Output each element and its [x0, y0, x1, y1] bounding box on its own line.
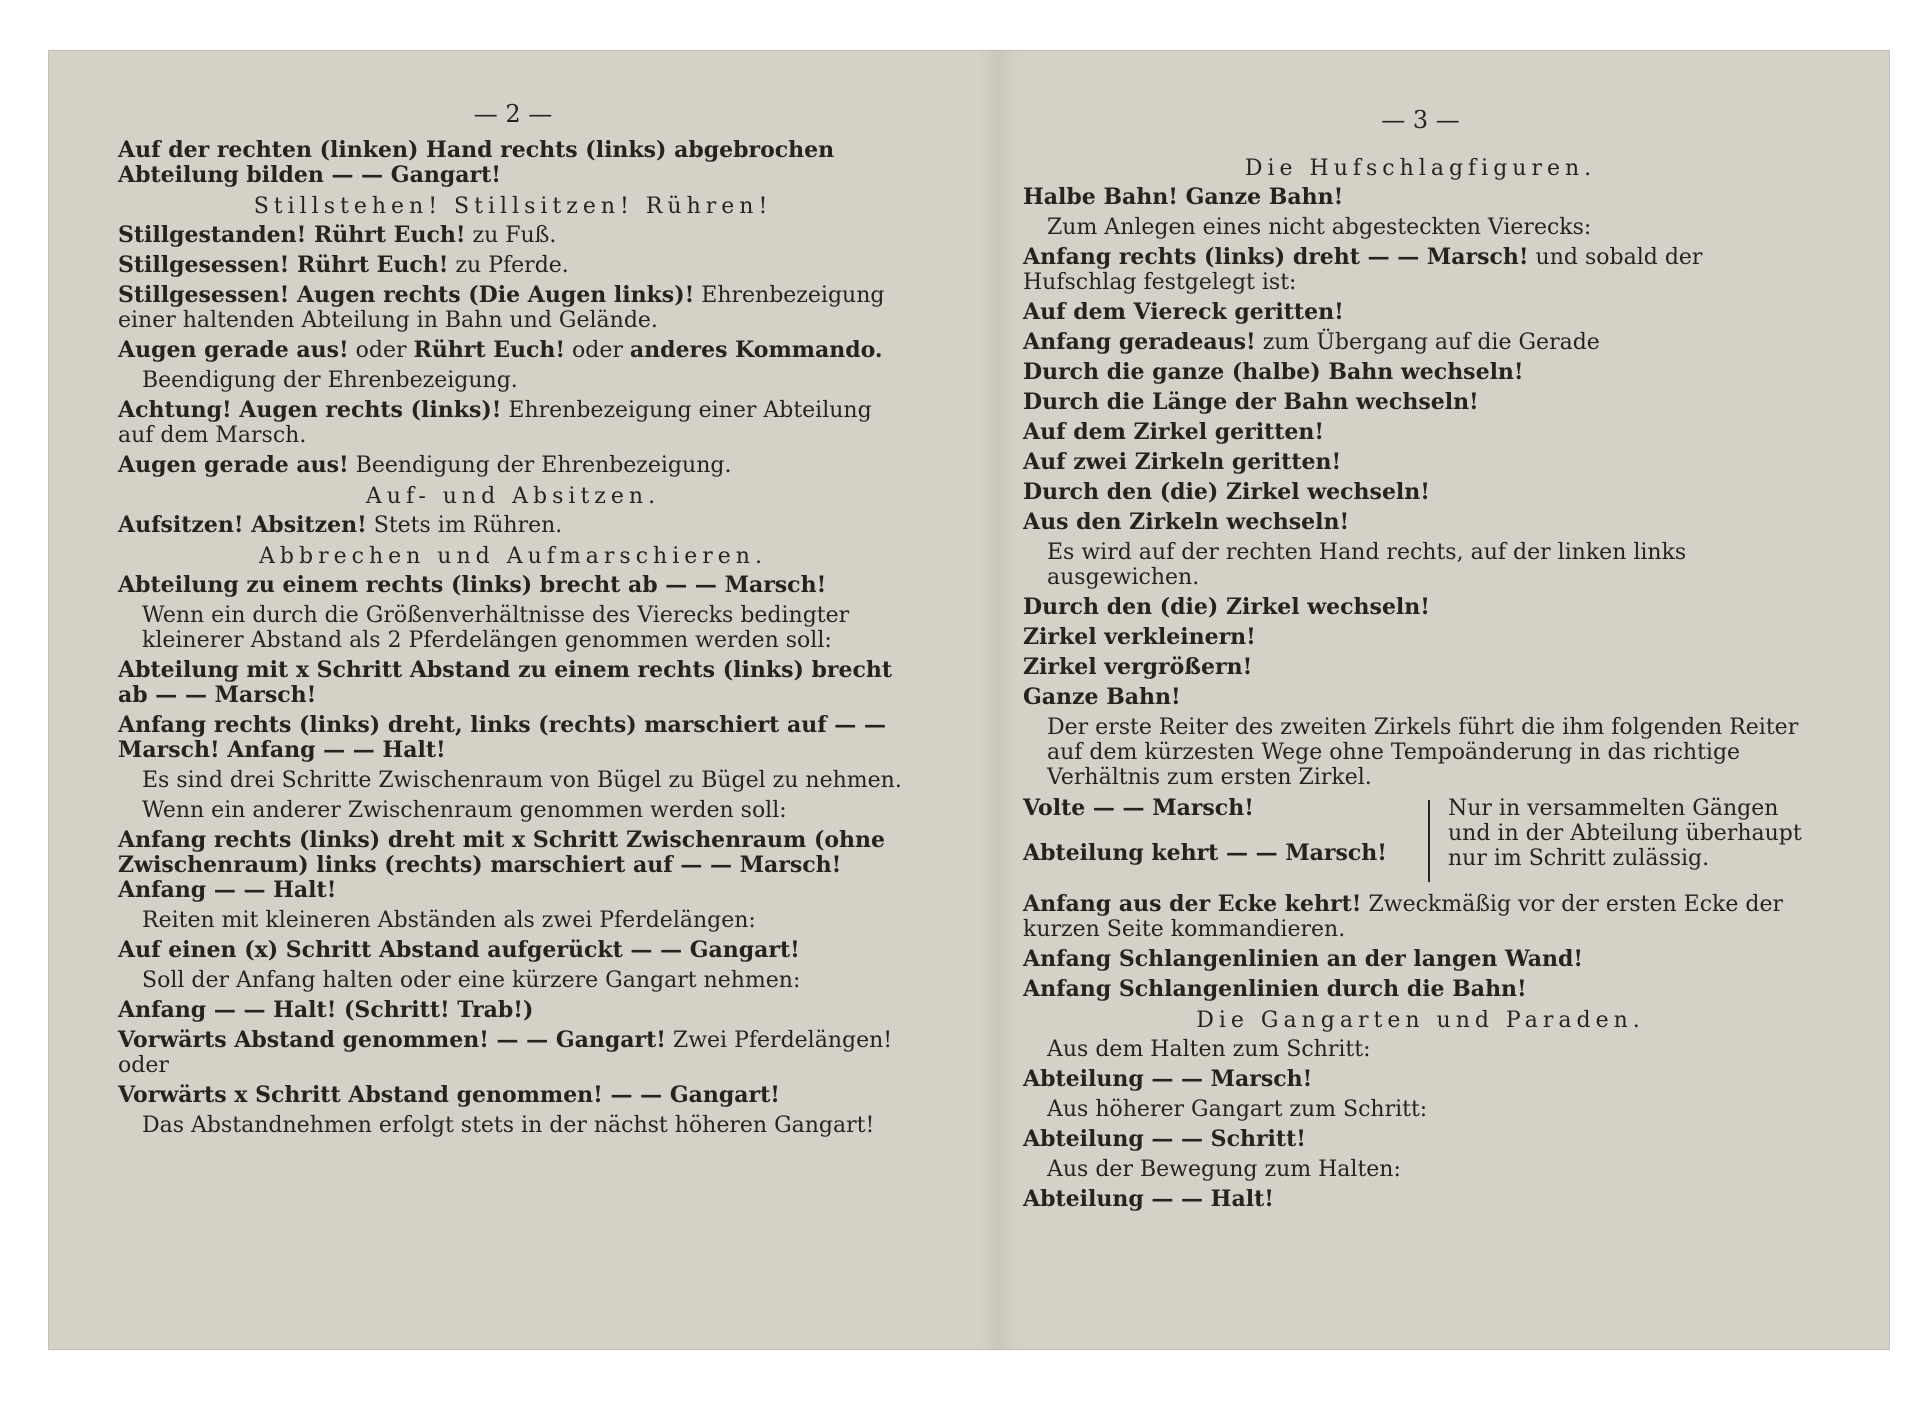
command-text: Stillgestanden! Rührt Euch! — [118, 222, 466, 248]
command-line — [1023, 595, 1818, 620]
command-line — [118, 283, 908, 333]
brace — [1428, 800, 1448, 882]
explanation-text: Der erste Reiter des zweiten Zirkels führt die ihm folgenden Reiter auf dem kürzesten Wege ohne Tempoänderung in das richtige Verhältnis zum ersten Zirkel. — [1047, 715, 1799, 790]
page-content — [1023, 150, 1818, 1217]
command-line — [1023, 185, 1818, 210]
explanation-text: Reiten mit kleineren Abständen als zwei Pferdelängen: — [142, 908, 756, 933]
plain-text: oder — [348, 338, 414, 363]
command-line — [1023, 685, 1818, 710]
page-content — [118, 138, 908, 1143]
plain-text: Ehrenbezeigung einer Abteilung auf dem Marsch. — [118, 398, 872, 448]
command-text: Durch den (die) Zirkel wechseln! — [1023, 594, 1430, 620]
command-text: Vorwärts x Schritt Abstand genommen! — — Gangart! — [118, 1082, 780, 1108]
command-line — [118, 658, 908, 708]
command-line — [1023, 947, 1818, 972]
command-line — [1023, 655, 1818, 680]
command-text: Abteilung — — Marsch! — [1023, 1066, 1313, 1092]
explanation-text: Soll der Anfang halten oder eine kürzere Gangart nehmen: — [142, 968, 801, 993]
command-text: Anfang rechts (links) dreht, links (rechts) marschiert auf — — Marsch! Anfang — — Halt! — [118, 712, 886, 763]
command-text: Auf einen (x) Schritt Abstand aufgerückt — — Gangart! — [118, 937, 800, 963]
command-line — [118, 138, 908, 188]
explanation-text: Es wird auf der rechten Hand rechts, auf der linken links ausgewichen. — [1047, 540, 1687, 590]
command-text: Zirkel verkleinern! — [1023, 624, 1256, 650]
explanation-text: Beendigung der Ehrenbezeigung. — [142, 368, 518, 393]
command-line — [118, 938, 908, 963]
plain-text: Stets im Rühren. — [366, 513, 563, 538]
plain-text: und sobald der Hufschlag festgelegt ist: — [1023, 245, 1703, 295]
command-line — [1023, 1187, 1818, 1212]
command-text: Anfang rechts (links) dreht mit x Schritt Zwischenraum (ohne Zwischenraum) links (rechts) marschiert auf — — Marsch! Anfang — — Halt! — [118, 827, 886, 903]
command-text: Auf dem Viereck geritten! — [1023, 299, 1344, 325]
command-text: Abteilung — — Schritt! — [1023, 1126, 1306, 1152]
command-text: Abteilung zu einem rechts (links) brecht ab — — Marsch! — [118, 572, 827, 598]
command-text: anderes Kommando. — [629, 337, 883, 363]
command-text: Auf zwei Zirkeln geritten! — [1023, 449, 1342, 475]
command-text: Durch die Länge der Bahn wechseln! — [1023, 389, 1479, 415]
plain-text: Zweckmäßig vor der ersten Ecke der kurzen Seite kommandieren. — [1023, 892, 1784, 942]
plain-text: Beendigung der Ehrenbezeigung. — [348, 453, 732, 478]
command-line — [1023, 360, 1818, 385]
command-text: Auf dem Zirkel geritten! — [1023, 419, 1325, 445]
command-line — [1023, 892, 1818, 942]
command-line — [1023, 390, 1818, 415]
command-line — [118, 453, 908, 478]
explanation-text: Zum Anlegen eines nicht abgesteckten Vierecks: — [1047, 215, 1592, 240]
explanation-text: Wenn ein durch die Größenverhältnisse des Vierecks bedingter kleinerer Abstand als 2 Pferdelängen genommen werden soll: — [142, 603, 850, 653]
command-text: Zirkel vergrößern! — [1023, 654, 1253, 680]
command-text: Ganze Bahn! — [1023, 684, 1181, 710]
command-group-with-note — [1023, 796, 1818, 886]
command-text: Abteilung mit x Schritt Abstand zu einem rechts (links) brecht ab — — Marsch! — [118, 657, 893, 708]
plain-text: Ehrenbezeigung einer haltenden Abteilung in Bahn und Gelände. — [118, 283, 885, 333]
command-line — [1023, 450, 1818, 475]
section-heading: Die Hufschlagfiguren. — [1244, 156, 1597, 181]
command-line — [1023, 625, 1818, 650]
command-text: Aufsitzen! Absitzen! — [118, 512, 367, 538]
section-heading: Abbrechen und Aufmarschieren. — [259, 544, 767, 569]
command-line — [118, 513, 908, 538]
command-volte: Volte — — Marsch! — [1023, 795, 1254, 821]
command-line — [118, 253, 908, 278]
command-line — [1023, 510, 1818, 535]
plain-text: Zwei Pferdelängen! oder — [118, 1028, 893, 1078]
command-line — [118, 1028, 908, 1078]
command-line — [1023, 330, 1818, 355]
command-line — [118, 398, 908, 448]
command-text: Auf der rechten (linken) Hand rechts (links) abgebrochen Abteilung bilden — — Gangart! — [118, 137, 835, 188]
command-text: Anfang — — Halt! (Schritt! Trab!) — [118, 997, 534, 1023]
command-text: Aus den Zirkeln wechseln! — [1023, 509, 1350, 535]
command-abteilung-kehrt: Abteilung kehrt — — Marsch! — [1023, 840, 1387, 866]
command-text: Anfang geradeaus! — [1023, 329, 1256, 355]
command-text: Rührt Euch! — [413, 337, 566, 363]
section-bottom — [1023, 892, 1818, 1212]
center-fold — [978, 50, 1018, 1350]
command-line — [118, 223, 908, 248]
command-line — [1023, 977, 1818, 1002]
command-text: Achtung! Augen rechts (links)! — [118, 397, 502, 423]
explanation-text: Es sind drei Schritte Zwischenraum von Bügel zu Bügel zu nehmen. — [142, 768, 902, 793]
section-heading: Stillstehen! Stillsitzen! Rühren! — [253, 194, 773, 219]
command-line — [1023, 420, 1818, 445]
command-line — [1023, 1127, 1818, 1152]
command-line — [118, 713, 908, 763]
page-number: — 2 — — [473, 100, 553, 128]
command-line — [118, 1083, 908, 1108]
command-text: Anfang aus der Ecke kehrt! — [1023, 891, 1362, 917]
explanation-text: Wenn ein anderer Zwischenraum genommen werden soll: — [142, 798, 787, 823]
command-text: Durch den (die) Zirkel wechseln! — [1023, 479, 1430, 505]
booklet-sheet — [48, 50, 1890, 1350]
command-line — [1023, 245, 1818, 295]
plain-text: oder — [565, 338, 630, 363]
explanation-text: Das Abstandnehmen erfolgt stets in der nächst höheren Gangart! — [142, 1113, 875, 1138]
section-heading: Auf- und Absitzen. — [365, 484, 661, 509]
command-text: Stillgesessen! Augen rechts (Die Augen links)! — [118, 282, 695, 308]
command-text: Halbe Bahn! Ganze Bahn! — [1023, 184, 1344, 210]
command-line — [118, 998, 908, 1023]
command-text: Augen gerade aus! — [118, 337, 349, 363]
plain-text: zu Fuß. — [465, 223, 557, 248]
command-line — [118, 338, 908, 363]
explanation-text: Aus dem Halten zum Schritt: — [1047, 1037, 1371, 1062]
command-line — [1023, 480, 1818, 505]
command-line — [118, 573, 908, 598]
command-text: Anfang Schlangenlinien an der langen Wand! — [1023, 946, 1584, 972]
explanation-text: Aus höherer Gangart zum Schritt: — [1047, 1097, 1428, 1122]
command-line — [118, 828, 908, 903]
command-line — [1023, 300, 1818, 325]
command-text: Stillgesessen! Rührt Euch! — [118, 252, 449, 278]
page-number: — 3 — — [1381, 106, 1460, 134]
command-text: Augen gerade aus! — [118, 452, 349, 478]
command-text: Durch die ganze (halbe) Bahn wechseln! — [1023, 359, 1524, 385]
section-heading: Die Gangarten und Paraden. — [1196, 1008, 1645, 1033]
command-text: Vorwärts Abstand genommen! — — Gangart! — [118, 1027, 666, 1053]
side-note: Nur in versammelten Gängen und in der Abteilung überhaupt nur im Schritt zulässig. — [1448, 796, 1802, 871]
command-line — [1023, 1067, 1818, 1092]
command-text: Anfang Schlangenlinien durch die Bahn! — [1023, 976, 1527, 1002]
plain-text: zum Übergang auf die Gerade — [1255, 330, 1600, 355]
command-text: Anfang rechts (links) dreht — — Marsch! — [1023, 244, 1529, 270]
plain-text: zu Pferde. — [448, 253, 569, 278]
section-top — [1023, 156, 1818, 790]
explanation-text: Aus der Bewegung zum Halten: — [1047, 1157, 1401, 1182]
command-text: Abteilung — — Halt! — [1023, 1186, 1274, 1212]
